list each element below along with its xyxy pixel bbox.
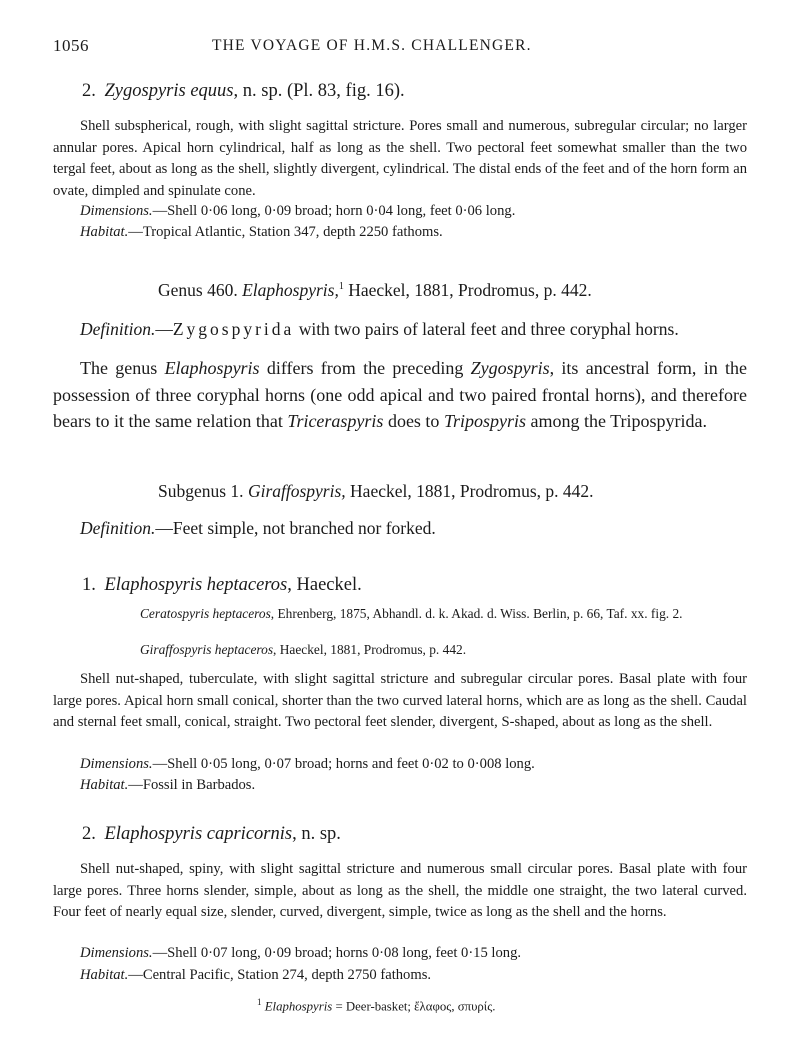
habitat-line: Habitat.—Tropical Atlantic, Station 347, depth 2250 fathoms. [80, 224, 443, 240]
dimensions-line: Dimensions.—Shell 0·06 long, 0·09 broad; horn 0·04 long, feet 0·06 long. [80, 203, 516, 219]
dimensions-line: Dimensions.—Shell 0·07 long, 0·09 broad; horns 0·08 long, feet 0·15 long. [80, 945, 522, 961]
species-description: Shell subspherical, rough, with slight sagittal stricture. Pores small and numerous, subregular circular; no larger annular pores. Apical horn cylindrical, half as long as the shell. Two pectoral feet somewhat smaller than the two tergal feet, about as long as the shell, slightly divergent, cylindrical. The distal ends of the feet and of the horn form an ovate, dimpled and spinulate cone. [53, 118, 747, 199]
species-heading-capricornis: 2. Elaphospyris capricornis, n. sp. [82, 824, 341, 844]
dimensions-line: Dimensions.—Shell 0·05 long, 0·07 broad; horns and feet 0·02 to 0·008 long. [80, 756, 535, 772]
running-title: THE VOYAGE OF H.M.S. CHALLENGER. [212, 37, 532, 54]
subgenus-heading: Subgenus 1. Giraffospyris, Haeckel, 1881, Prodromus, p. 442. [158, 481, 594, 501]
genus-heading: Genus 460. Elaphospyris,$^1$ Haeckel, 1881, Prodromus, p. 442. [158, 280, 592, 300]
synonym-line: Giraffospyris heptaceros, Haeckel, 1881, Prodromus, p. 442. [140, 642, 467, 657]
species-name: Zygospyris equus [104, 81, 234, 101]
habitat-line: Habitat.—Fossil in Barbados. [80, 777, 256, 793]
footnote-mark: 1 [338, 281, 344, 293]
species-heading-zygospyris-equus: 2. Zygospyris equus, n. sp. (Pl. 83, fig. 16). [82, 81, 405, 101]
genus-definition: Definition.—Zygospyrida with two pairs of lateral feet and three coryphal horns. [80, 319, 679, 339]
habitat-line: Habitat.—Central Pacific, Station 274, depth 2750 fathoms. [80, 967, 432, 983]
species-heading-heptaceros: 1. Elaphospyris heptaceros, Haeckel. [82, 575, 362, 595]
species-description: Shell nut-shaped, spiny, with slight sagittal stricture and numerous small circular pores. Basal plate with four large pores. Three horns slender, simple, about as long as the shell, the middle one straight, the two lateral curved. Four feet of nearly equal size, slender, curved, divergent, simple, twice as long as the shell and the horns. [53, 861, 747, 920]
species-description: Shell nut-shaped, tuberculate, with slight sagittal stricture and subregular circular pores. Basal plate with four large pores. Apical horn small conical, shorter than the two curved lateral horns, which are as long as the shell. Caudal and sternal feet small, conical, straight. Two pectoral feet slender, divergent, S-shaped, about as long as the shell. [53, 671, 747, 730]
footnote: $^1$ Elaphospyris = Deer-basket; ἔλαφος, σπυρίς. [257, 997, 496, 1014]
genus-paragraph: The genus Elaphospyris differs from the preceding Zygospyris, its ancestral form, in the possession of three coryphal horns (one odd apical and two paired frontal horns), and therefore bears to it the same relation that Triceraspyris does to Tripospyris among the Tripospyrida. [53, 358, 747, 431]
synonym-line: Ceratospyris heptaceros, Ehrenberg, 1875, Abhandl. d. k. Akad. d. Wiss. Berlin, p. 66, Taf. xx. fig. 2. [140, 606, 683, 621]
subgenus-definition: Definition.—Feet simple, not branched nor forked. [80, 518, 436, 538]
page-number: 1056 [53, 36, 89, 55]
